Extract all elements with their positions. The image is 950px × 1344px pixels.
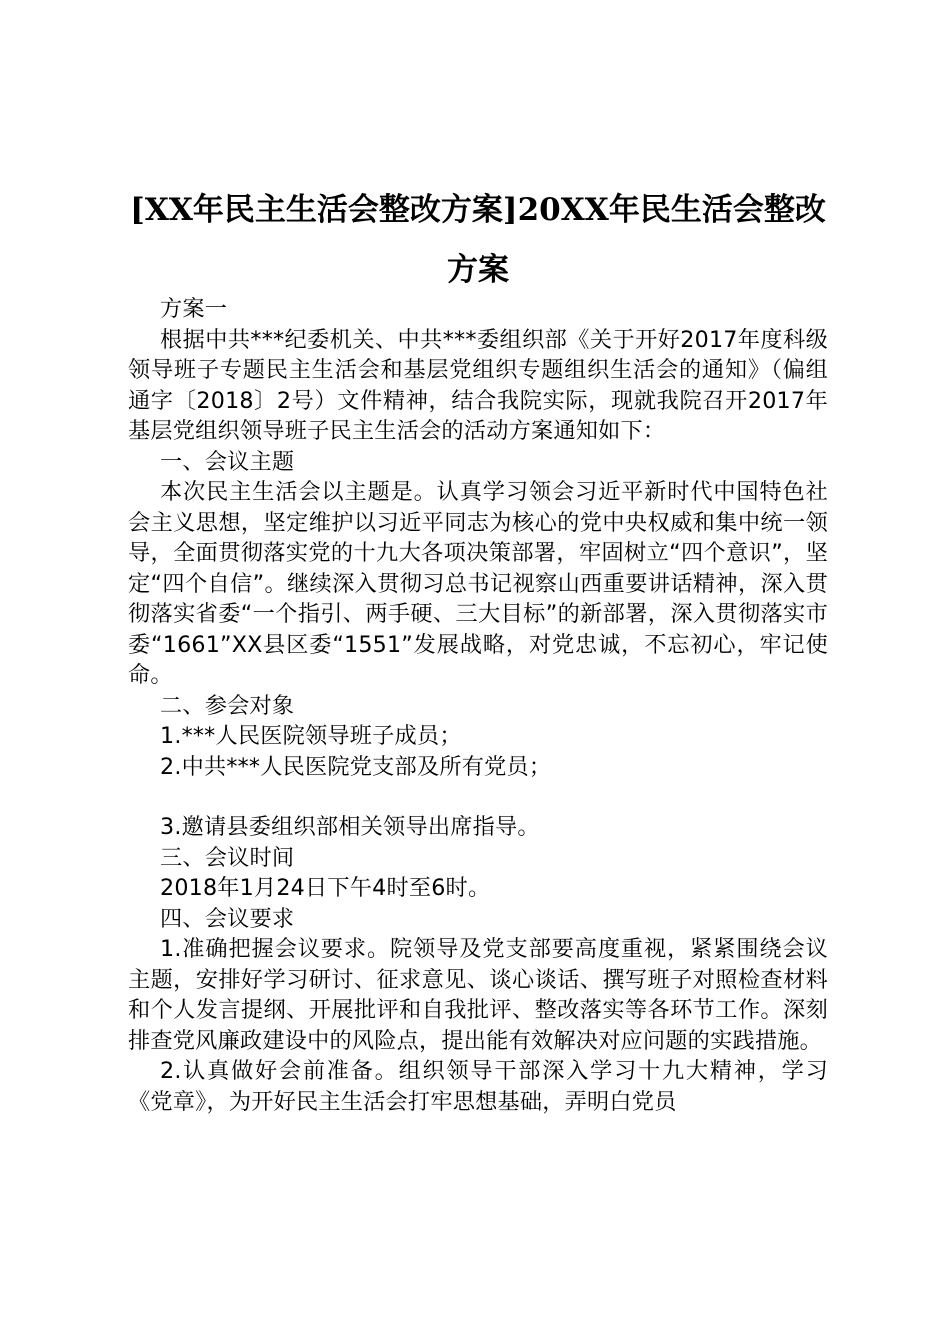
intro-paragraph: 根据中共***纪委机关、中共***委组织部《关于开好2017年度科级领导班子专题民主生活会和基层党组织专题组织生活会的通知》（偏组通字〔2018〕2号）文件精神，结合我院实际，现就我院召开2017年基层党组织领导班子民主生活会的活动方案通知如下： [128,326,828,444]
document-title: [XX年民主生活会整改方案]20XX年民生活会整改方案 [130,192,826,288]
attendee-item-2: 2.中共***人民医院党支部及所有党员； [160,753,552,780]
requirement-item-2: 2.认真做好会前准备。组织领导干部深入学习十九大精神，学习《党章》，为开好民主生活会打牢思想基础，弄明白党员 [128,1058,828,1115]
document-body [128,294,828,1117]
heading-requirements: 四、会议要求 [160,905,295,932]
attendee-item-3: 3.邀请县委组织部相关领导出席指导。 [160,814,540,840]
heading-meeting-theme: 一、会议主题 [160,448,295,475]
section-label-plan-one: 方案一 [160,296,228,322]
meeting-time-text: 2018年1月24日下午4时至6时。 [160,875,491,901]
heading-meeting-time: 三、会议时间 [160,844,295,871]
heading-attendees: 二、参会对象 [160,692,295,719]
requirement-item-1: 1.准确把握会议要求。院领导及党支部要高度重视，紧紧围绕会议主题，安排好学习研讨、征求意见、谈心谈话、撰写班子对照检查材料和个人发言提纲、开展批评和自我批评、整改落实等各环节工作。深刻排查党风廉政建设中的风险点，提出能有效解决对应问题的实践措施。 [128,936,828,1054]
theme-paragraph: 本次民主生活会以主题是。认真学习领会习近平新时代中国特色社会主义思想，坚定维护以习近平同志为核心的党中央权威和集中统一领导，全面贯彻落实党的十九大各项决策部署，牢固树立“四个意识”，坚定“四个自信”。继续深入贯彻习总书记视察山西重要讲话精神，深入贯彻落实省委“一个指引、两手硬、三大目标”的新部署，深入贯彻落实市委“1661”XX县区委“1551”发展战略，对党忠诚，不忘初心，牢记使命。 [128,479,828,688]
attendee-item-1: 1.***人民医院领导班子成员； [160,723,462,749]
